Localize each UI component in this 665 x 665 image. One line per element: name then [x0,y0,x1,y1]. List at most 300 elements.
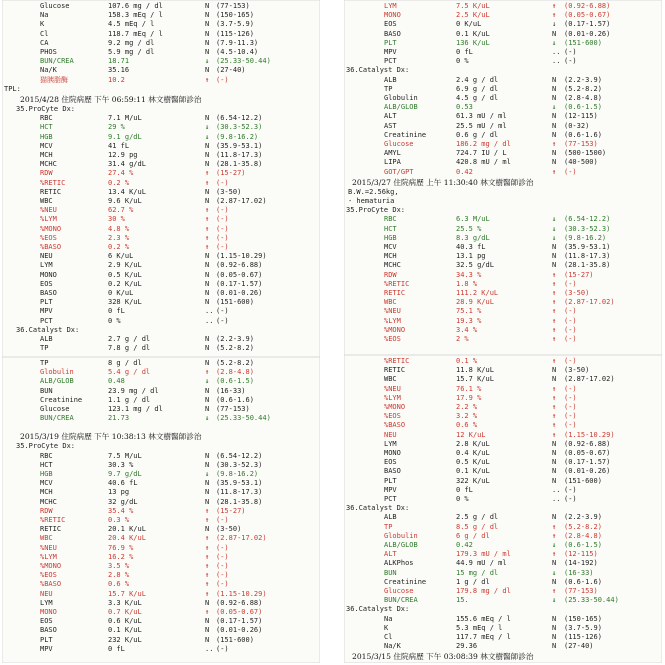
abnormal-flag: N [205,405,210,413]
test-value: 2.2 % [456,403,478,411]
test-value: 179.8 mg / dl [456,587,511,595]
note-line [344,197,662,206]
test-name: MCHC [40,160,57,169]
result-row [344,11,662,20]
test-name: TP [384,84,393,93]
reference-range: (77-153) [216,405,250,413]
result-row [2,359,320,368]
test-value: 35.16 [108,66,130,75]
test-value: 123.1 mg / dl [108,405,163,413]
abnormal-flag: ↑ [205,233,210,242]
reference-range: (27-40) [564,642,594,651]
reference-range: (500-1500) [564,149,607,158]
result-row [344,158,662,167]
test-name: EOS [40,617,53,626]
reference-range: (0.05-0.67) [216,270,263,279]
test-name: Creatinine [384,130,427,139]
reference-range: (35.9-53.1) [216,141,263,150]
abnormal-flag: ↓ [552,103,557,112]
abnormal-flag: ↑ [552,279,557,288]
test-value: 13 pg [108,488,130,497]
reference-range: (2.87-17.02) [564,298,615,307]
abnormal-flag: N [205,460,210,469]
note-text: B.W.=2.56kg, [348,187,399,196]
visit-header-text: 2015/3/27 住院病歷 上午 11:30:40 林文樹醫師診治 [352,177,534,187]
abnormal-flag: ↑ [552,289,557,297]
test-value: 9.6 K/uL [108,197,142,205]
abnormal-flag: ↑ [205,552,210,561]
test-value: 23.9 mg / dl [108,386,159,395]
abnormal-flag: ↑ [552,140,557,148]
test-name: ALB [40,335,53,343]
reference-range: (150-165) [216,11,254,20]
test-name: MCHC [40,497,57,506]
reference-range: (3-50) [564,366,590,375]
test-name: NEU [384,430,397,439]
abnormal-flag: N [552,243,557,251]
section-title-text: 36.Catalyst Dx: [16,325,80,334]
abnormal-flag: N [205,187,210,196]
test-value: 0 % [108,316,121,325]
abnormal-flag: N [205,114,210,123]
result-row [2,534,320,543]
test-value: 0.53 [456,103,473,112]
test-name: RDW [40,169,53,178]
test-value: 19.3 % [456,316,482,325]
test-value: 322 K/uL [456,476,490,485]
result-row [344,412,662,421]
reference-range: (0.6-1.6) [564,577,602,586]
abnormal-flag: N [552,623,557,632]
reference-range: (-) [216,543,229,552]
test-name: AST [384,121,397,130]
test-value: 0.48 [108,377,125,386]
reference-range: (0.6-1.5) [564,103,602,112]
test-name: %BASO [40,580,62,589]
test-name: LIPA [384,158,401,167]
test-value: 3.5 % [108,562,130,570]
result-row [344,357,662,366]
reference-range: (9.8-16.2) [564,233,607,242]
result-row [344,578,662,587]
reference-range: (3-50) [216,187,242,196]
result-row [2,76,320,85]
test-name: RETIC [384,366,406,375]
reference-range: (0.01-0.26) [216,289,263,297]
test-value: 0.1 K/uL [108,626,142,635]
test-name: %NEU [40,543,57,552]
reference-range: (1.15-10.29) [564,430,615,439]
abnormal-flag: .. [552,48,561,56]
reference-range: (15-27) [564,270,594,279]
abnormal-flag: N [552,476,557,485]
result-row [344,615,662,624]
test-value: 1.1 g / dl [108,395,151,404]
test-name: BASO [40,289,57,297]
test-value: 0.2 % [108,243,130,251]
test-name: %EOS [40,233,57,242]
result-row [2,507,320,516]
test-value: 44.9 mU / ml [456,559,507,568]
reference-range: (0.17-1.57) [216,617,263,626]
result-row [344,85,662,94]
result-row [344,541,662,550]
reference-range: (-) [216,75,229,84]
abnormal-flag: ↑ [552,2,557,10]
reference-range: (16-33) [564,568,594,577]
reference-range: (11.8-17.3) [564,252,611,261]
result-row [2,608,320,617]
test-value: 15 mg / dl [456,568,499,577]
result-row [2,516,320,525]
test-value: 7.5 M/uL [108,451,142,460]
abnormal-flag: N [205,451,210,460]
result-row [2,544,320,553]
test-name: MONO [40,608,57,616]
test-value: 7.8 g / dl [108,344,151,353]
reference-range: (0.17-1.57) [564,20,611,29]
abnormal-flag: N [205,252,210,261]
abnormal-flag: .. [552,495,561,503]
reference-range: (27-40) [216,66,246,75]
abnormal-flag: N [205,197,210,205]
reference-range: (-) [564,393,577,402]
abnormal-flag: ↓ [205,57,210,66]
test-name: MCHC [384,261,401,270]
abnormal-flag: ↓ [205,132,210,141]
result-row [2,307,320,316]
result-row [2,344,320,353]
test-name: HCT [384,224,397,233]
reference-range: (115-126) [216,29,254,38]
test-name: %MONO [384,403,406,411]
test-name: WBC [40,197,53,205]
abnormal-flag: ↑ [205,243,210,251]
abnormal-flag: ↓ [552,224,557,233]
test-value: 29.36 [456,642,478,651]
abnormal-flag: ↑ [205,169,210,178]
test-name: %NEU [40,206,57,215]
test-value: 12 K/uL [456,430,486,439]
result-row [2,298,320,307]
result-row [2,377,320,386]
result-row [2,225,320,234]
test-value: 8.3 g/dL [456,233,490,242]
result-row [2,114,320,123]
result-row [2,234,320,243]
reference-range: (12-115) [564,112,598,121]
reference-range: (3-50) [564,289,590,297]
reference-range: (0.17-1.57) [216,279,263,288]
test-name: Creatinine [384,577,427,586]
test-name: Cl [40,29,49,38]
abnormal-flag: N [205,488,210,497]
result-row [344,587,662,596]
abnormal-flag: ↑ [552,587,557,595]
test-name: RETIC [40,525,62,534]
abnormal-flag: N [552,633,557,641]
test-name: %LYM [384,393,401,402]
test-name: CA [40,38,49,47]
test-name: K [40,20,45,29]
test-name: %RETIC [40,516,66,524]
abnormal-flag: N [552,29,557,38]
test-name: MPV [384,485,397,494]
test-name: MONO [384,449,401,457]
reference-range: (25.33-50.44) [216,57,271,66]
abnormal-flag: ↑ [205,534,210,543]
reference-range: (0.92-6.88) [564,439,611,448]
test-value: 179.3 mU / ml [456,550,511,559]
result-row [2,57,320,66]
reference-range: (77-153) [216,2,250,10]
test-name: ALB [384,75,397,84]
test-name: %MONO [40,224,62,233]
test-name: ALT [384,112,397,121]
result-row [2,206,320,215]
abnormal-flag: ↑ [205,608,210,616]
test-name: %LYM [40,215,57,224]
result-row [2,599,320,608]
reference-range: (3.7-5.9) [216,20,254,29]
result-row [344,131,662,140]
result-row [2,571,320,580]
test-value: 32.5 g/dL [456,261,494,270]
result-row [344,596,662,605]
test-value: 0 K/uL [108,289,134,297]
visit-header [344,177,662,188]
abnormal-flag: .. [205,644,214,653]
test-value: 2.5 K/uL [456,11,490,20]
result-row [344,495,662,504]
abnormal-flag: N [552,149,557,158]
test-name: %MONO [40,562,62,570]
test-name: Globulin [384,531,418,540]
reference-range: (-) [216,552,229,561]
reference-range: (-) [564,316,577,325]
result-row [344,335,662,344]
test-value: 9.7 g/dL [108,470,142,478]
reference-range: (0.6-1.6) [216,395,254,404]
test-value: 0.5 K/uL [108,270,142,279]
visit-header-text: 2015/3/15 住院病歷 下午 03:08:39 林文樹醫師診治 [352,652,534,662]
test-value: 4.5 mEq / l [108,20,155,29]
result-row [344,569,662,578]
test-value: 20.4 K/uL [108,534,146,543]
abnormal-flag: ↑ [205,75,210,84]
abnormal-flag: ↑ [552,403,557,411]
result-row [2,452,320,461]
abnormal-flag: ↓ [552,233,557,242]
test-name: MPV [384,48,397,56]
strip-left-top [2,0,320,357]
abnormal-flag: ↓ [552,568,557,577]
result-row [344,550,662,559]
test-value: 0 fL [108,307,125,316]
test-value: 6.3 M/uL [456,215,490,224]
result-row [344,122,662,131]
abnormal-flag: N [205,11,210,20]
reference-range: (0.6-1.6) [564,130,602,139]
result-row [2,636,320,645]
note-text: - hematuria [348,197,395,205]
reference-range: (151-600) [564,38,602,47]
abnormal-flag: N [552,467,557,476]
abnormal-flag: ↑ [552,335,557,343]
abnormal-flag: ↑ [552,325,557,334]
result-row [344,243,662,252]
abnormal-flag: ↑ [552,384,557,393]
abnormal-flag: N [552,449,557,457]
result-row [344,431,662,440]
result-row [344,20,662,29]
abnormal-flag: ↑ [552,522,557,531]
result-row [2,645,320,654]
reference-range: (2.87-17.02) [216,534,267,543]
reference-range: (40-500) [564,158,598,167]
test-name: MONO [40,270,57,279]
test-name: TP [40,344,49,353]
result-row [2,280,320,289]
abnormal-flag: ↓ [552,38,557,47]
reference-range: (-) [216,178,229,187]
abnormal-flag: N [552,513,557,522]
test-value: 30.3 % [108,460,134,469]
abnormal-flag: ↑ [552,412,557,421]
reference-range: (5.2-8.2) [216,344,254,353]
reference-range: (-) [564,485,577,494]
test-name: %LYM [384,316,401,325]
test-name: WBC [384,375,397,384]
reference-range: (-) [216,644,229,653]
result-row [2,553,320,562]
abnormal-flag: N [205,151,210,159]
abnormal-flag: ↑ [552,270,557,279]
test-name: 猫胰脂酶 [40,75,68,84]
result-row [2,580,320,589]
reference-range: (9.8-16.2) [216,470,259,478]
test-name: MCV [40,141,53,150]
abnormal-flag: N [205,525,210,534]
result-row [2,498,320,507]
section-title-text: 35.ProCyte Dx: [16,442,76,451]
result-row [344,532,662,541]
result-row [2,562,320,571]
test-name: Cl [384,633,393,641]
reference-range: (30.3-52.3) [216,123,263,132]
abnormal-flag: ↓ [205,414,210,423]
result-row [344,289,662,298]
result-row [2,30,320,39]
section-title-text: 35.ProCyte Dx: [16,105,76,113]
test-value: 0.42 [456,541,473,549]
abnormal-flag: N [552,121,557,130]
test-value: 15.7 K/uL [456,375,494,384]
result-row [344,624,662,633]
test-name: PLT [40,635,53,644]
test-name: Na/K [384,642,401,651]
abnormal-flag: N [205,335,210,343]
test-name: HGB [40,470,53,478]
test-value: 186.2 mg / dl [456,140,511,148]
reference-range: (2.8-4.8) [564,94,602,102]
visit-header [2,94,320,105]
test-name: LYM [384,2,397,10]
abnormal-flag: N [205,359,210,367]
test-name: %RETIC [384,279,410,288]
result-row [344,642,662,651]
test-name: PCT [40,316,53,325]
reference-range: (2.87-17.02) [564,375,615,384]
test-value: 2.9 K/uL [108,261,142,270]
result-row [344,477,662,486]
test-value: 232 K/uL [108,635,142,644]
result-row [2,617,320,626]
reference-range: (-) [216,571,229,580]
abnormal-flag: N [205,38,210,47]
reference-range: (0.05-0.67) [216,608,263,616]
abnormal-flag: .. [205,316,214,325]
test-value: 40.6 fL [108,479,138,488]
reference-range: (-) [564,357,577,365]
abnormal-flag: N [205,395,210,404]
result-row [344,30,662,39]
test-value: 30 % [108,215,125,224]
test-value: 0 fL [456,48,473,56]
test-value: 155.6 mEq / l [456,614,511,623]
reference-range: (1.15-10.29) [216,589,267,598]
test-name: Globulin [384,94,418,102]
abnormal-flag: N [552,261,557,270]
abnormal-flag: N [205,626,210,635]
test-name: HCT [40,123,53,132]
result-row [344,103,662,112]
abnormal-flag: N [205,497,210,506]
test-value: 158.3 mEq / l [108,11,163,20]
result-row [344,57,662,66]
test-name: PLT [40,298,53,307]
result-row [2,405,320,414]
test-name: LYM [40,261,53,270]
abnormal-flag: N [552,458,557,467]
visit-header [2,431,320,442]
abnormal-flag: ↑ [552,550,557,559]
abnormal-flag: ↓ [552,596,557,605]
result-row [2,335,320,344]
visit-header-text: 2015/3/19 住院病歷 下午 10:38:13 林文樹醫師診治 [20,432,202,442]
result-row [344,271,662,280]
test-name: ALB/GLOB [384,541,418,549]
reference-range: (-) [216,243,229,251]
result-row [344,421,662,430]
reference-range: (-) [564,325,577,334]
reference-range: (0.6-1.5) [564,541,602,549]
result-row [2,470,320,479]
result-row [344,39,662,48]
abnormal-flag: .. [552,485,561,494]
section-title [2,442,320,451]
reference-range: (0.92-6.88) [216,261,263,270]
test-name: LYM [40,598,53,607]
note-line [344,188,662,197]
test-value: 7.5 K/uL [456,2,490,10]
test-value: 61.3 mU / ml [456,112,507,121]
test-name: %RETIC [40,178,66,187]
result-row [2,414,320,423]
abnormal-flag: ↑ [552,298,557,307]
abnormal-flag: N [205,261,210,270]
test-value: 118.7 mEq / l [108,29,163,38]
